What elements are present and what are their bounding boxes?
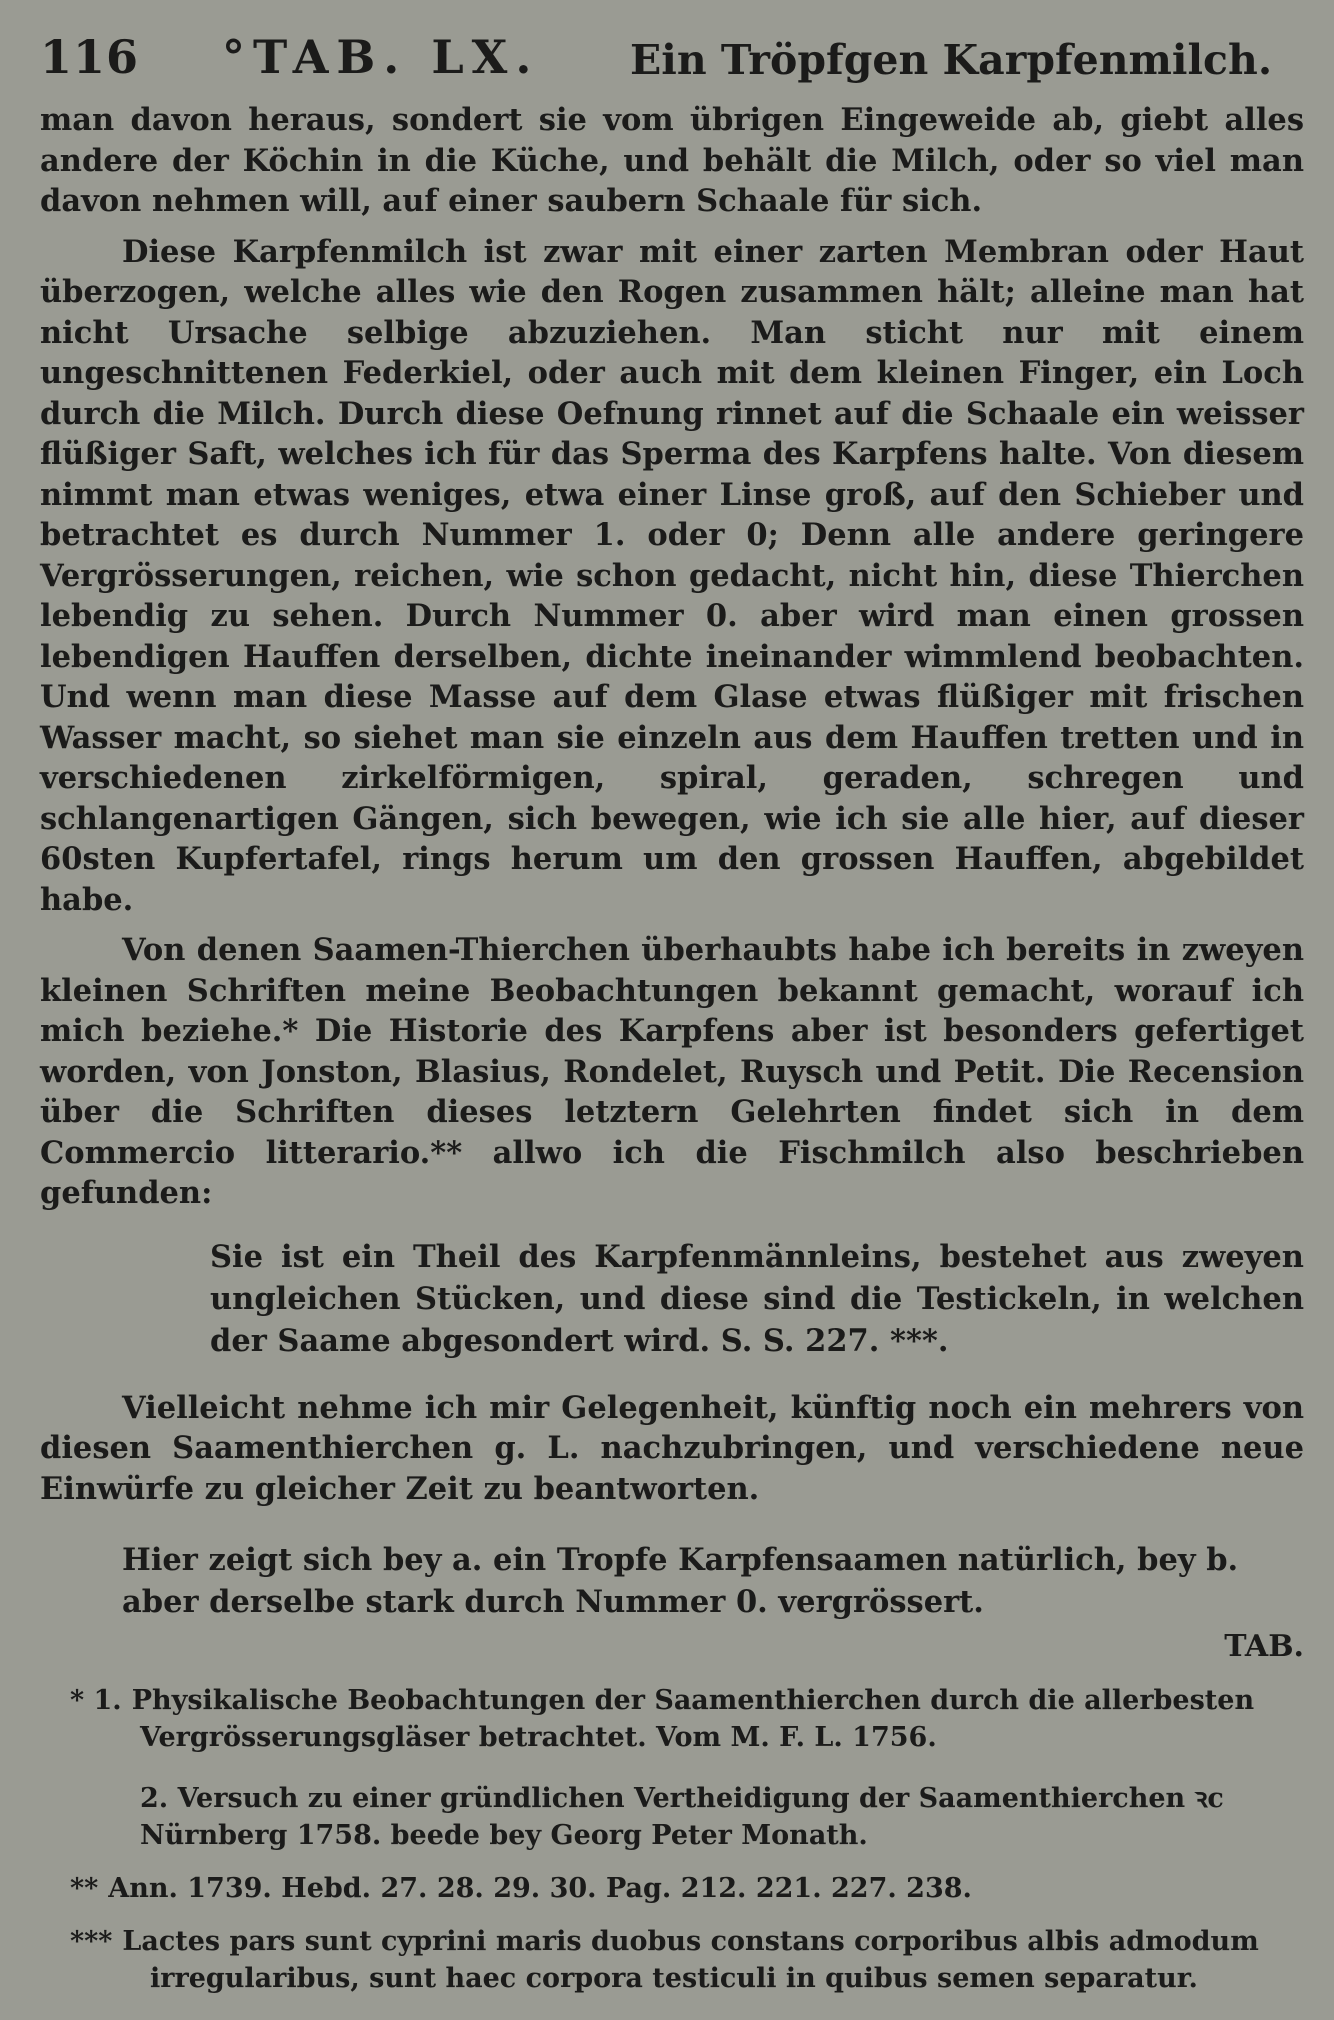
closing-paragraph: Vielleicht nehme ich mir Gelegenheit, künftig noch ein mehrers von diesen Saamenthierchen g. L. nachzubringen, und verschiedene neue Einwürfe zu gleicher Zeit zu beantworten. (40, 1389, 1304, 1507)
body-paragraph: Von denen Saamen-Thierchen überhaubts habe ich bereits in zweyen kleinen Schriften meine Beobachtungen bekannt gemacht, worauf ich mich beziehe.* Die Historie des Karpfens aber ist besonders gefertiget worden, von Jonston, Blasius, Rondelet, Ruysch und Petit. Die Recension über die Schriften dieses letztern Gelehrten findet sich in dem Commercio litterario.** allwo ich die Fischmilch also beschrieben gefunden: (40, 932, 1304, 1211)
footnote (40, 1682, 1304, 1756)
footnotes (40, 1682, 1304, 1997)
body-paragraph: man davon heraus, sondert sie vom übrigen Eingeweide ab, giebt alles andere der Köchin in die Küche, und behält die Milch, oder so viel man davon nehmen will, auf einer saubern Schaale für sich. (40, 102, 1304, 219)
plate-caption: Hier zeigt sich bey a. ein Tropfe Karpfensaamen natürlich, bey b. aber derselbe stark durch Nummer 0. vergrössert. (122, 1542, 1239, 1620)
footnote: 2. Versuch zu einer gründlichen Vertheidigung der Saamenthierchen ꝛc Nürnberg 1758. beede bey Georg Peter Monath. (140, 1783, 1224, 1851)
footnote-text: Lactes pars sunt cyprini maris duobus constans corporibus albis admodum irregularibus, sunt haec corpora testiculi in quibus semen separatur. (122, 1926, 1259, 1994)
running-title: Ein Tröpfgen Karpfenmilch. (630, 36, 1273, 84)
footnote-marker: ** (70, 1873, 99, 1904)
block-quote: Sie ist ein Theil des Karpfenmännleins, bestehet aus zweyen ungleichen Stücken, und diese sind die Testickeln, in welchen der Saame abgesondert wird. S. S. 227. ***. (210, 1238, 1304, 1359)
footnote (40, 1870, 1304, 1907)
footnote (40, 1923, 1304, 1997)
body-paragraph: Diese Karpfenmilch ist zwar mit einer zarten Membran oder Haut überzogen, welche alles wie den Rogen zusammen hält; alleine man hat nicht Ursache selbige abzuziehen. Man sticht nur mit einem ungeschnittenen Federkiel, oder auch mit dem kleinen Finger, ein Loch durch die Milch. Durch diese Oefnung rinnet auf die Schaale ein weisser flüßiger Saft, welches ich für das Sperma des Karpfens halte. Von diesem nimmt man etwas weniges, etwa einer Linse groß, auf den Schieber und betrachtet es durch Nummer 1. oder 0; Denn alle andere geringere Vergrösserungen, reichen, wie schon gedacht, nicht hin, diese Thierchen lebendig zu sehen. Durch Nummer 0. aber wird man einen grossen lebendigen Hauffen derselben, dichte ineinander wimmlend beobachten. Und wenn man diese Masse auf dem Glase etwas flüßiger mit frischen Wasser macht, so siehet man sie einzeln aus dem Hauffen tretten und in verschiedenen zirkelförmigen, spiral, geraden, schregen und schlangenartigen Gängen, sich bewegen, wie ich sie alle hier, auf dieser 60sten Kupfertafel, rings herum um den grossen Hauffen, abgebildet habe. (40, 233, 1304, 918)
footnote-text: Physikalische Beobachtungen der Saamenthierchen durch die allerbesten Vergrösserungsgläser betrachtet. Vom M. F. L. 1756. (131, 1685, 1255, 1753)
catchword: TAB. (1224, 1629, 1304, 1664)
page-number: 116 (40, 30, 140, 84)
footnote-marker: *** (70, 1926, 113, 1957)
footnote-text: Ann. 1739. Hebd. 27. 28. 29. 30. Pag. 212. 221. 227. 238. (108, 1873, 972, 1904)
plate-reference: °TAB. LX. (222, 30, 540, 84)
page-header (40, 20, 1304, 100)
footnote-marker: * 1. (70, 1685, 122, 1716)
